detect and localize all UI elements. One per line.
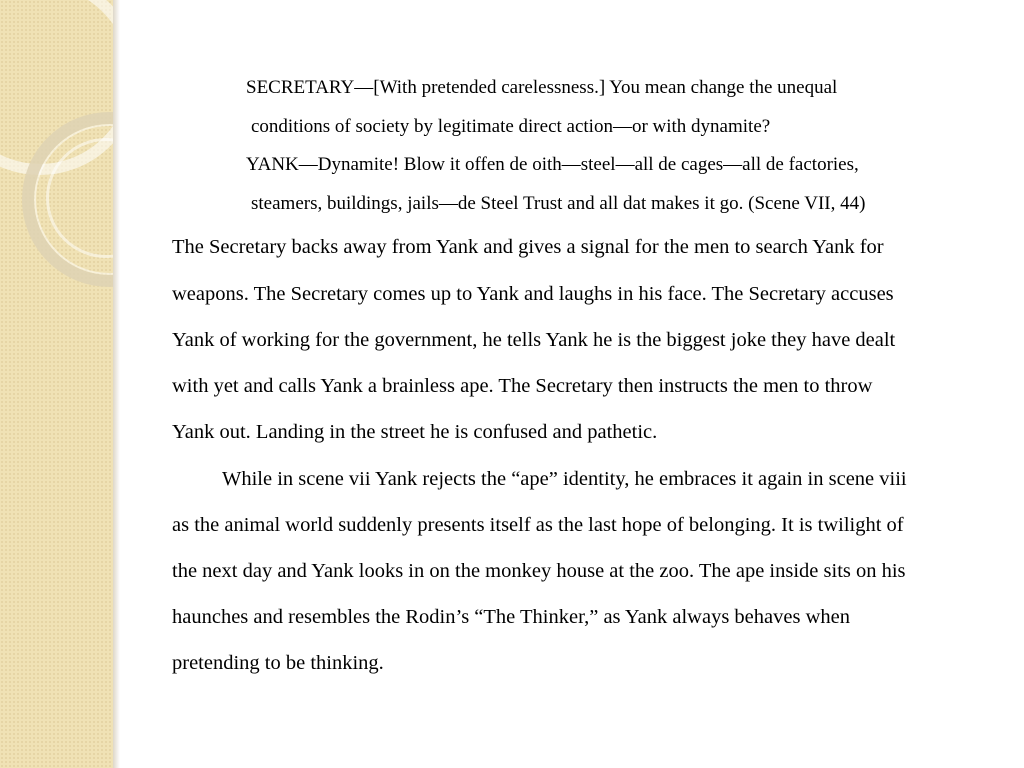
paragraph-line: with yet and calls Yank a brainless ape. The Secretary then instructs the men to throw xyxy=(172,375,873,397)
decorative-left-band xyxy=(0,0,113,768)
quote-line: steamers, buildings, jails—de Steel Trust and all dat makes it go. (Scene VII, 44) xyxy=(251,193,866,214)
quote-line: conditions of society by legitimate direct action—or with dynamite? xyxy=(251,116,771,137)
paragraph-line: haunches and resembles the Rodin’s “The Thinker,” as Yank always behaves when xyxy=(172,606,850,628)
paragraph-line: as the animal world suddenly presents itself as the last hope of belonging. It is twilight of xyxy=(172,514,904,536)
quote-line: YANK—Dynamite! Blow it offen de oith—steel—all de cages—all de factories, xyxy=(246,154,859,175)
paragraph-line: Yank out. Landing in the street he is confused and pathetic. xyxy=(172,421,658,443)
quote-line: SECRETARY—[With pretended carelessness.] You mean change the unequal xyxy=(246,77,838,98)
paragraph-line: The Secretary backs away from Yank and gives a signal for the men to search Yank for xyxy=(172,236,884,258)
paragraph-line: weapons. The Secretary comes up to Yank and laughs in his face. The Secretary accuses xyxy=(172,283,894,305)
paragraph-line: While in scene vii Yank rejects the “ape” identity, he embraces it again in scene viii xyxy=(222,468,907,490)
paragraph-line: the next day and Yank looks in on the monkey house at the zoo. The ape inside sits on his xyxy=(172,560,906,582)
paragraph-line: pretending to be thinking. xyxy=(172,652,384,674)
paragraph-line: Yank of working for the government, he tells Yank he is the biggest joke they have dealt xyxy=(172,329,896,351)
band-shadow xyxy=(113,0,120,768)
